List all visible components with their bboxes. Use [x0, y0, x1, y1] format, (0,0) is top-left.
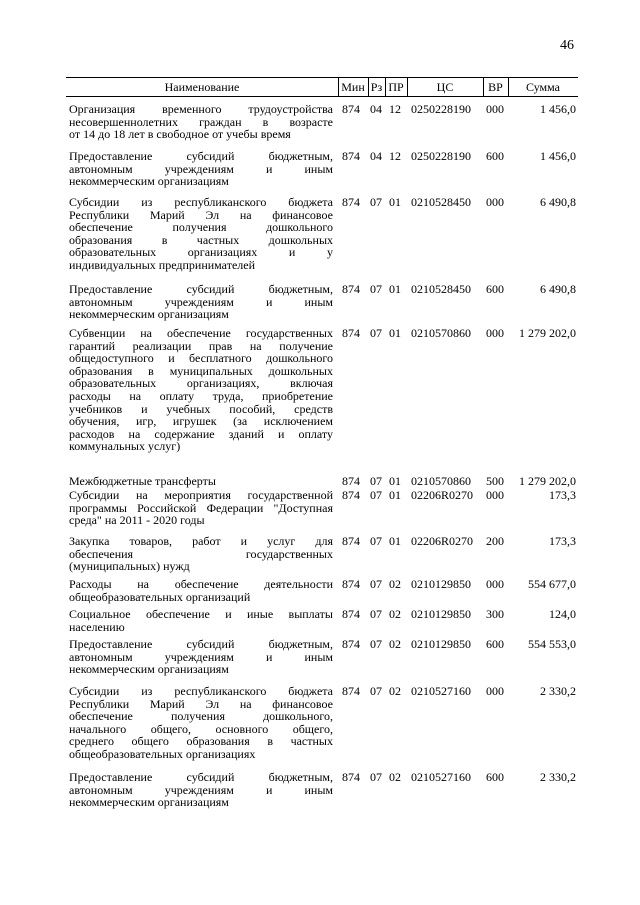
- row-name: [69, 685, 333, 761]
- row-name-line: образовательных организациях и у: [69, 245, 333, 260]
- row-name-line: от 14 до 18 лет в свободное от учебы время: [69, 127, 291, 142]
- cell-min: 874: [342, 102, 360, 116]
- row-name: [69, 489, 333, 527]
- row-name-line: Республики Марий Эл на финансовое: [69, 207, 333, 222]
- cell-min: 874: [342, 770, 360, 784]
- cell-vr: 200: [486, 534, 504, 548]
- row-name-line: индивидуальных предпринимателей: [69, 257, 255, 272]
- row-name-line: Расходы на обеспечение деятельности: [69, 577, 333, 591]
- row-name: [69, 771, 333, 809]
- row-name-line: общеобразовательных организаций: [69, 589, 251, 604]
- cell-sum: 6 490,8: [540, 282, 576, 296]
- row-name-line: расходы на оплату труда, приобретение: [69, 388, 333, 403]
- cell-min: 874: [342, 474, 360, 488]
- cell-min: 874: [342, 326, 360, 340]
- row-name-line: расходов на содержание зданий и оплату: [69, 426, 333, 441]
- cell-sum: 554 553,0: [528, 637, 576, 651]
- cell-sum: 124,0: [549, 607, 576, 621]
- cell-rz: 07: [370, 474, 382, 488]
- row-name-line: Субсидии из республиканского бюджета: [69, 195, 333, 209]
- row-name-line: Предоставление субсидий бюджетным,: [69, 282, 333, 296]
- cell-min: 874: [342, 607, 360, 621]
- cell-sum: 2 330,2: [540, 770, 576, 784]
- row-name: [69, 283, 333, 321]
- cell-pr: 01: [389, 195, 401, 209]
- cell-cs: 0210570860: [411, 474, 471, 488]
- header-min: Мин: [341, 80, 365, 94]
- row-name-line: коммунальных услуг): [69, 439, 181, 454]
- cell-min: 874: [342, 149, 360, 163]
- row-name-line: (муниципальных) нужд: [69, 559, 190, 574]
- cell-sum: 1 456,0: [540, 102, 576, 116]
- row-name: [69, 196, 333, 272]
- cell-rz: 07: [370, 534, 382, 548]
- row-name-line: некоммерческим организациям: [69, 662, 229, 677]
- cell-sum: 554 677,0: [528, 577, 576, 591]
- cell-vr: 600: [486, 770, 504, 784]
- cell-cs: 0210527160: [411, 684, 471, 698]
- cell-vr: 600: [486, 637, 504, 651]
- row-name-line: среда" на 2011 - 2020 годы: [69, 513, 205, 528]
- row-name-line: некоммерческим организациям: [69, 174, 229, 189]
- cell-min: 874: [342, 577, 360, 591]
- row-name-line: среднего общего образования в частных: [69, 734, 333, 749]
- cell-rz: 07: [370, 195, 382, 209]
- cell-pr: 02: [389, 684, 401, 698]
- table-header: [66, 77, 578, 97]
- cell-vr: 300: [486, 607, 504, 621]
- row-name-line: Предоставление субсидий бюджетным,: [69, 770, 333, 784]
- row-name: [69, 150, 333, 188]
- cell-pr: 01: [389, 534, 401, 548]
- cell-pr: 02: [389, 637, 401, 651]
- row-name-line: Республики Марий Эл на финансовое: [69, 696, 333, 711]
- cell-rz: 04: [370, 102, 382, 116]
- row-name-line: Предоставление субсидий бюджетным,: [69, 637, 333, 651]
- cell-min: 874: [342, 488, 360, 502]
- cell-cs: 0210528450: [411, 195, 471, 209]
- cell-sum: 2 330,2: [540, 684, 576, 698]
- row-name-line: Субсидии из республиканского бюджета: [69, 684, 333, 698]
- row-name-line: Социальное обеспечение и иные выплаты: [69, 607, 333, 621]
- cell-rz: 07: [370, 488, 382, 502]
- row-name-line: некоммерческим организациям: [69, 307, 229, 322]
- cell-cs: 0210129850: [411, 637, 471, 651]
- header-sum: Сумма: [526, 80, 560, 94]
- row-name-line: образования в муниципальных дошкольных: [69, 363, 333, 378]
- cell-cs: 0210527160: [411, 770, 471, 784]
- cell-sum: 1 456,0: [540, 149, 576, 163]
- cell-vr: 000: [486, 684, 504, 698]
- cell-pr: 12: [389, 102, 401, 116]
- cell-rz: 07: [370, 770, 382, 784]
- row-name-line: Субвенции на обеспечение государственных: [69, 326, 333, 340]
- cell-cs: 0210528450: [411, 282, 471, 296]
- cell-rz: 07: [370, 326, 382, 340]
- row-name-line: общеобразовательных организациях: [69, 746, 256, 761]
- cell-pr: 01: [389, 488, 401, 502]
- header-name: Наименование: [164, 80, 240, 94]
- row-name-line: обучения, игр, игрушек (за исключением: [69, 414, 333, 429]
- row-name-line: несовершеннолетних граждан в возрасте: [69, 114, 333, 129]
- row-name-line: автономным учреждениям и иным: [69, 782, 333, 797]
- row-name-line: программы Российской Федерации "Доступная: [69, 500, 333, 515]
- cell-vr: 600: [486, 282, 504, 296]
- row-name: [69, 475, 333, 488]
- row-name: [69, 103, 333, 141]
- row-name-line: начального общего, основного общего,: [69, 721, 333, 736]
- row-name-line: Закупка товаров, работ и услуг для: [69, 534, 333, 548]
- cell-cs: 02206R0270: [411, 534, 474, 548]
- row-name-line: автономным учреждениям и иным: [69, 161, 333, 176]
- header-cs: ЦС: [436, 80, 454, 94]
- page-number: 46: [560, 38, 574, 53]
- row-name-line: автономным учреждениям и иным: [69, 294, 333, 309]
- cell-sum: 6 490,8: [540, 195, 576, 209]
- cell-pr: 02: [389, 607, 401, 621]
- cell-sum: 1 279 202,0: [519, 474, 576, 488]
- cell-pr: 01: [389, 282, 401, 296]
- cell-rz: 04: [370, 149, 382, 163]
- cell-pr: 12: [389, 149, 401, 163]
- cell-min: 874: [342, 684, 360, 698]
- cell-cs: 0250228190: [411, 102, 471, 116]
- header-rz: Рз: [370, 80, 383, 94]
- cell-min: 874: [342, 195, 360, 209]
- row-name-line: обеспечение получения дошкольного,: [69, 709, 333, 724]
- cell-sum: 173,3: [549, 534, 576, 548]
- row-name-line: общедоступного и бесплатного дошкольного: [69, 351, 333, 366]
- row-name: [69, 608, 333, 633]
- cell-vr: 000: [486, 577, 504, 591]
- cell-cs: 0210129850: [411, 577, 471, 591]
- row-name-line: гарантий реализации прав на получение: [69, 338, 333, 353]
- row-name-line: учебников и учебных пособий, средств: [69, 401, 333, 416]
- row-name-line: образования в частных дошкольных: [69, 232, 333, 247]
- cell-pr: 02: [389, 577, 401, 591]
- cell-vr: 600: [486, 149, 504, 163]
- row-name-line: обеспечение получения дошкольного: [69, 220, 333, 235]
- cell-vr: 000: [486, 488, 504, 502]
- row-name-line: Предоставление субсидий бюджетным,: [69, 149, 333, 163]
- cell-pr: 02: [389, 770, 401, 784]
- cell-vr: 000: [486, 326, 504, 340]
- cell-sum: 173,3: [549, 488, 576, 502]
- cell-rz: 07: [370, 577, 382, 591]
- row-name-line: Субсидии на мероприятия государственной: [69, 488, 333, 502]
- cell-cs: 0210570860: [411, 326, 471, 340]
- header-vr: ВР: [488, 80, 503, 94]
- row-name-line: обеспечения государственных: [69, 546, 333, 561]
- cell-rz: 07: [370, 637, 382, 651]
- cell-vr: 500: [486, 474, 504, 488]
- row-name: [69, 638, 333, 676]
- row-name-line: некоммерческим организациям: [69, 795, 229, 810]
- header-pr: ПР: [388, 80, 404, 94]
- cell-min: 874: [342, 534, 360, 548]
- cell-cs: 0210129850: [411, 607, 471, 621]
- cell-vr: 000: [486, 102, 504, 116]
- cell-pr: 01: [389, 326, 401, 340]
- cell-cs: 02206R0270: [411, 488, 474, 502]
- row-name-line: населению: [69, 619, 125, 634]
- cell-rz: 07: [370, 607, 382, 621]
- row-name: [69, 535, 333, 573]
- row-name-line: автономным учреждениям и иным: [69, 649, 333, 664]
- cell-cs: 0250228190: [411, 149, 471, 163]
- row-name: [69, 578, 333, 603]
- row-name-line: Межбюджетные трансферты: [69, 474, 216, 488]
- cell-min: 874: [342, 637, 360, 651]
- row-name: [69, 327, 333, 453]
- row-name-line: образовательных организациях, включая: [69, 376, 333, 391]
- cell-rz: 07: [370, 282, 382, 296]
- cell-sum: 1 279 202,0: [519, 326, 576, 340]
- cell-pr: 01: [389, 474, 401, 488]
- cell-vr: 000: [486, 195, 504, 209]
- cell-min: 874: [342, 282, 360, 296]
- cell-rz: 07: [370, 684, 382, 698]
- row-name-line: Организация временного трудоустройства: [69, 102, 333, 116]
